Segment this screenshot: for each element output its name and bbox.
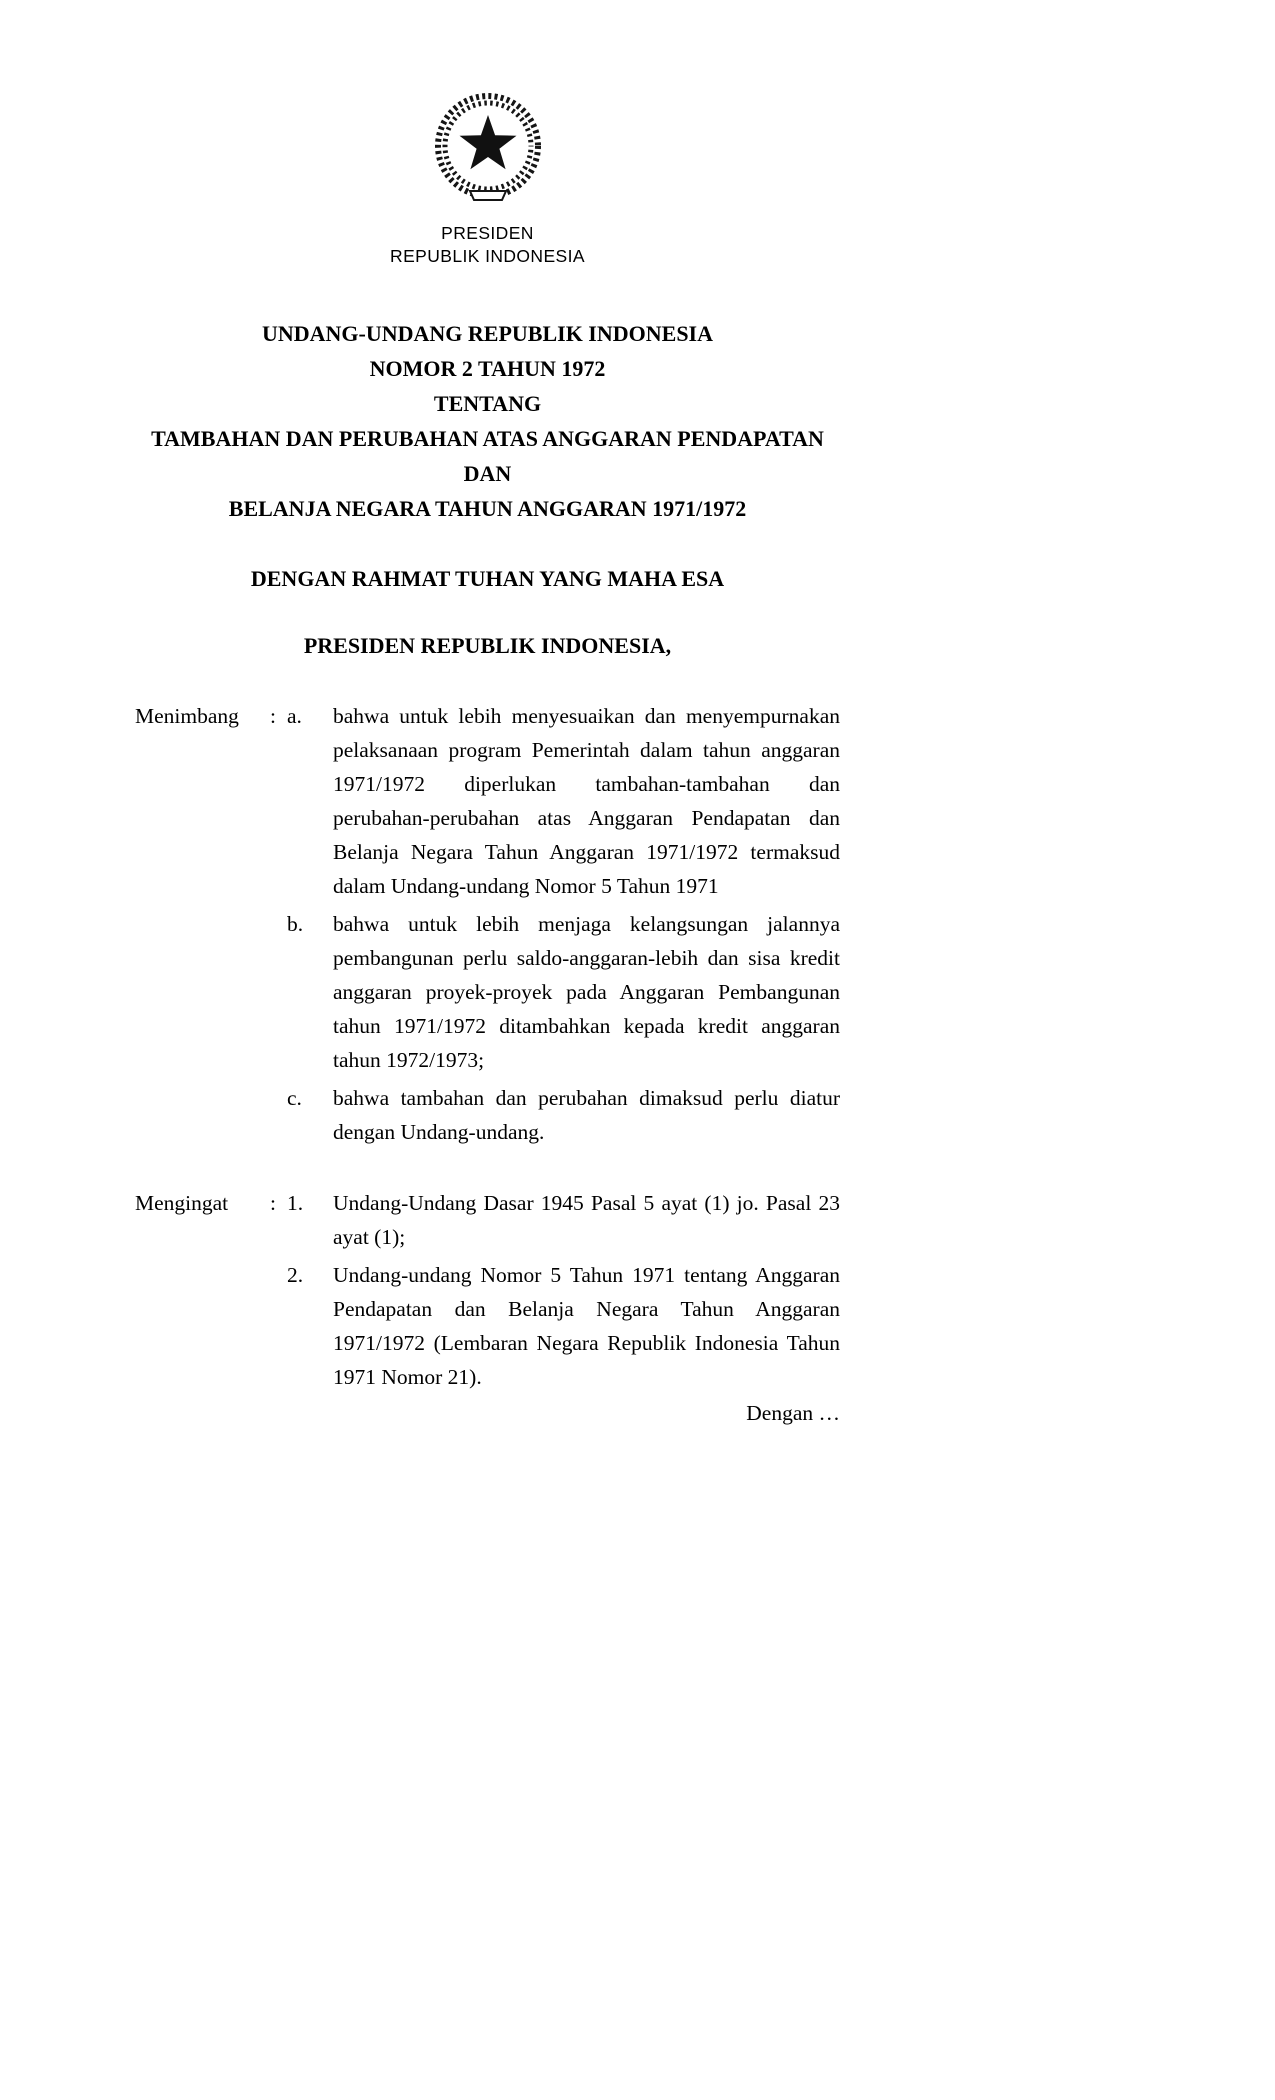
title-line-2: NOMOR 2 TAHUN 1972	[369, 356, 606, 381]
section-label-spacer	[135, 907, 270, 1077]
title-line-4: TAMBAHAN DAN PERUBAHAN ATAS ANGGARAN PENDAPATAN DAN	[151, 426, 824, 486]
section-mengingat	[135, 1186, 840, 1394]
section-label: Menimbang	[135, 704, 239, 728]
page-catchword: Dengan …	[746, 1401, 840, 1425]
agency-line-presiden: PRESIDEN	[441, 223, 534, 243]
section-separator-spacer	[270, 907, 287, 1077]
item-text: bahwa tambahan dan perubahan dimaksud perlu diatur dengan Undang-undang.	[333, 1086, 840, 1144]
title-line-5: BELANJA NEGARA TAHUN ANGGARAN 1971/1972	[228, 496, 747, 521]
mengingat-item-2	[135, 1258, 840, 1394]
enacting-authority-line: PRESIDEN REPUBLIK INDONESIA,	[303, 633, 672, 658]
item-text: bahwa untuk lebih menjaga kelangsungan jalannya pembangunan perlu saldo-anggaran-lebih dan sisa kredit anggaran proyek-proyek pada Anggaran Pembangunan tahun 1971/1972 ditambahkan kepada kredit anggaran tahun 1972/1973;	[333, 912, 840, 1072]
title-line-3: TENTANG	[433, 391, 542, 416]
presidential-emblem-icon	[426, 86, 550, 210]
document-title	[135, 316, 840, 526]
section-separator: :	[270, 704, 276, 728]
invocation-line: DENGAN RAHMAT TUHAN YANG MAHA ESA	[250, 566, 725, 591]
menimbang-item-b	[135, 907, 840, 1077]
item-marker: c.	[287, 1086, 302, 1110]
item-marker: a.	[287, 704, 302, 728]
section-separator-spacer	[270, 1081, 287, 1149]
item-marker: b.	[287, 912, 304, 936]
agency-line-republik-indonesia: REPUBLIK INDONESIA	[390, 246, 585, 266]
item-text: Undang-Undang Dasar 1945 Pasal 5 ayat (1) jo. Pasal 23 ayat (1);	[333, 1191, 840, 1249]
section-separator: :	[270, 1191, 276, 1215]
issuing-authority	[135, 222, 840, 268]
star-icon	[459, 115, 516, 169]
section-separator-spacer	[270, 1258, 287, 1394]
menimbang-item-c	[135, 1081, 840, 1149]
section-label: Mengingat	[135, 1191, 229, 1215]
ribbon-icon	[470, 191, 506, 200]
menimbang-item-a	[135, 699, 840, 903]
section-menimbang	[135, 699, 840, 1149]
emblem-container	[135, 86, 840, 210]
document-content	[135, 0, 840, 1430]
section-label-spacer	[135, 1258, 270, 1394]
item-text: bahwa untuk lebih menyesuaikan dan menyempurnakan pelaksanaan program Pemerintah dalam tahun anggaran 1971/1972 diperlukan tambahan-tambahan dan perubahan-perubahan atas Anggaran Pendapatan dan Belanja Negara Tahun Anggaran 1971/1972 termaksud dalam Undang-undang Nomor 5 Tahun 1971	[333, 704, 840, 898]
item-text: Undang-undang Nomor 5 Tahun 1971 tentang Anggaran Pendapatan dan Belanja Negara Tahun Anggaran 1971/1972 (Lembaran Negara Republik Indonesia Tahun 1971 Nomor 21).	[333, 1263, 840, 1389]
item-marker: 2.	[287, 1263, 304, 1287]
title-line-1: UNDANG-UNDANG REPUBLIK INDONESIA	[261, 321, 714, 346]
mengingat-item-1	[135, 1186, 840, 1254]
section-label-spacer	[135, 1081, 270, 1149]
item-marker: 1.	[287, 1191, 304, 1215]
